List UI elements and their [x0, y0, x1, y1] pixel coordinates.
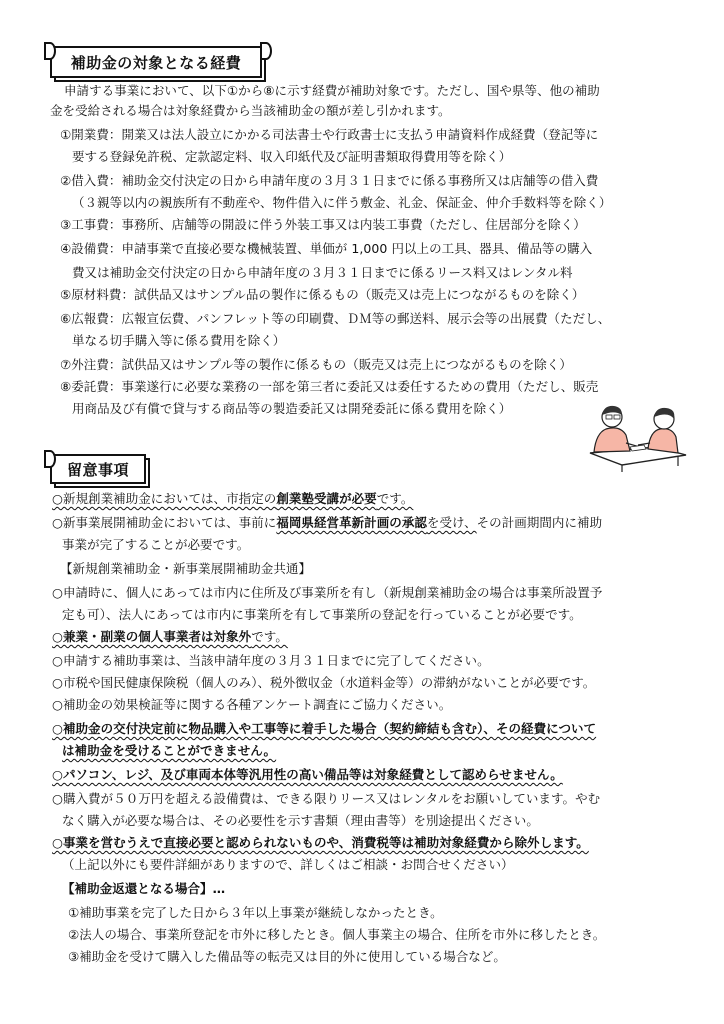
notice-item-continued: 定も可）、法人にあっては市内に事業所を有して事業所の登記を行っていることが必要です。 — [62, 607, 582, 622]
expense-item: ④設備費：申請事業で直接必要な機械装置、単価が 1,000 円以上の工具、器具、備品等の購入 — [60, 241, 593, 256]
refund-item: ②法人の場合、事業所登記を市外に移したとき。個人事業主の場合、住所を市外に移したとき。 — [68, 927, 606, 942]
refund-heading: 【補助金返還となる場合】… — [62, 881, 226, 896]
expense-item: ③工事費：事務所、店舗等の開設に伴う外装工事又は内装工事費（ただし、住居部分を除く） — [60, 217, 586, 232]
notice-item — [52, 766, 563, 784]
notice-item-continued — [62, 742, 276, 760]
expense-item-continued: 用商品及び有償で貸与する商品等の製造委託又は開発委託に係る費用を除く） — [72, 401, 512, 416]
expense-item-continued: 要する登録免許税、定款認定料、収入印紙代及び証明書類取得費用等を除く） — [72, 149, 512, 164]
expense-item: ①開業費：開業又は法人設立にかかる司法書士や行政書士に支払う申請資料作成経費（登記等に — [60, 127, 599, 142]
notice-text: ○新事業展開補助金においては、事前に — [52, 515, 277, 530]
notice-emphasis: ○兼業・副業の個人事業者は対象外 — [52, 629, 252, 644]
inquiry-note: （上記以外にも要件詳細がありますので、詳しくはご相談・お問合せください） — [62, 857, 514, 872]
section-heading: 留意事項 — [66, 460, 129, 479]
notice-item-continued: 事業が完了することが必要です。 — [62, 537, 250, 552]
notice-text: を受け、 — [426, 515, 477, 530]
notice-text: その計画期間内に補助 — [476, 515, 603, 530]
refund-item: ③補助金を受けて購入した備品等の転売又は目的外に使用している場合など。 — [68, 949, 506, 964]
notice-item — [52, 720, 596, 738]
section-heading: 補助金の対象となる経費 — [70, 53, 242, 72]
notice-item: ○補助金の効果検証等に関する各種アンケート調査にご協力ください。 — [52, 697, 452, 712]
notice-emphasis: ○補助金の交付決定前に物品購入や工事等に着手した場合（契約締結も含む）、その経費について — [52, 721, 597, 736]
expense-item: ⑧委託費：事業遂行に必要な業務の一部を第三者に委託又は委任するための費用（ただし、販売 — [60, 379, 599, 394]
expense-item-continued: 単なる切手購入等に係る費用を除く） — [72, 333, 286, 348]
notice-item — [52, 628, 288, 646]
notice-item — [52, 490, 413, 508]
notice-text: ○新規創業補助金においては、市指定の — [52, 491, 277, 506]
notice-text: です。 — [376, 491, 414, 506]
intro-line: 金を受給される場合は対象経費から当該補助金の額が差し引かれます。 — [50, 103, 451, 118]
consultation-people-icon — [586, 403, 688, 473]
notice-item — [52, 834, 589, 852]
expense-item: ⑦外注費：試供品又はサンプル等の製作に係るもの（販売又は売上につながるものを除く） — [60, 357, 572, 372]
notice-item — [52, 514, 602, 532]
section-heading-banner — [50, 46, 262, 78]
refund-item: ①補助事業を完了した日から３年以上事業が継続しなかったとき。 — [68, 905, 443, 920]
notice-item: ○申請時に、個人にあっては市内に住所及び事業所を有し（新規創業補助金の場合は事業所設置予 — [52, 585, 603, 600]
notice-item: ○申請する補助事業は、当該申請年度の３月３１日までに完了してください。 — [52, 653, 490, 668]
expense-item-continued: （３親等以内の親族所有不動産や、物件借入に伴う敷金、礼金、保証金、仲介手数料等を除く） — [72, 195, 612, 210]
section-heading-banner — [50, 454, 146, 484]
notice-item: ○市税や国民健康保険税（個人のみ）、税外徴収金（水道料金等）の滞納がないことが必要です。 — [52, 675, 596, 690]
notice-emphasis: 創業塾受講が必要 — [276, 491, 377, 506]
notice-text: です。 — [251, 629, 288, 644]
expense-item-continued: 費又は補助金交付決定の日から申請年度の３月３１日までに係るリース料又はレンタル料 — [72, 265, 573, 280]
intro-line: 申請する事業において、以下①から⑧に示す経費が補助対象です。ただし、国や県等、他の補助 — [64, 83, 600, 98]
expense-item: ⑥広報費：広報宣伝費、パンフレット等の印刷費、ＤＭ等の郵送料、展示会等の出展費（ただし、 — [60, 311, 611, 326]
common-heading: 【新規創業補助金・新事業展開補助金共通】 — [60, 561, 312, 576]
notice-emphasis: ○パソコン、レジ、及び車両本体等汎用性の高い備品等は対象経費として認めらせません。 — [52, 767, 563, 782]
expense-item: ⑤原材料費：試供品又はサンプル品の製作に係るもの（販売又は売上につながるものを除く） — [60, 287, 585, 302]
notice-item: ○購入費が５０万円を超える設備費は、できる限りリース又はレンタルをお願いしています。やむ — [52, 791, 601, 806]
expense-item: ②借入費：補助金交付決定の日から申請年度の３月３１日までに係る事務所又は店舗等の借入費 — [60, 173, 599, 188]
notice-emphasis: 福岡県経営革新計画の承認 — [276, 515, 427, 530]
notice-emphasis: ○事業を営むうえで直接必要と認められないものや、消費税等は補助対象経費から除外します。 — [52, 835, 589, 850]
notice-item-continued: なく購入が必要な場合は、その必要性を示す書類（理由書等）を別途提出ください。 — [62, 813, 539, 828]
notice-emphasis: は補助金を受けることができません。 — [62, 743, 277, 758]
